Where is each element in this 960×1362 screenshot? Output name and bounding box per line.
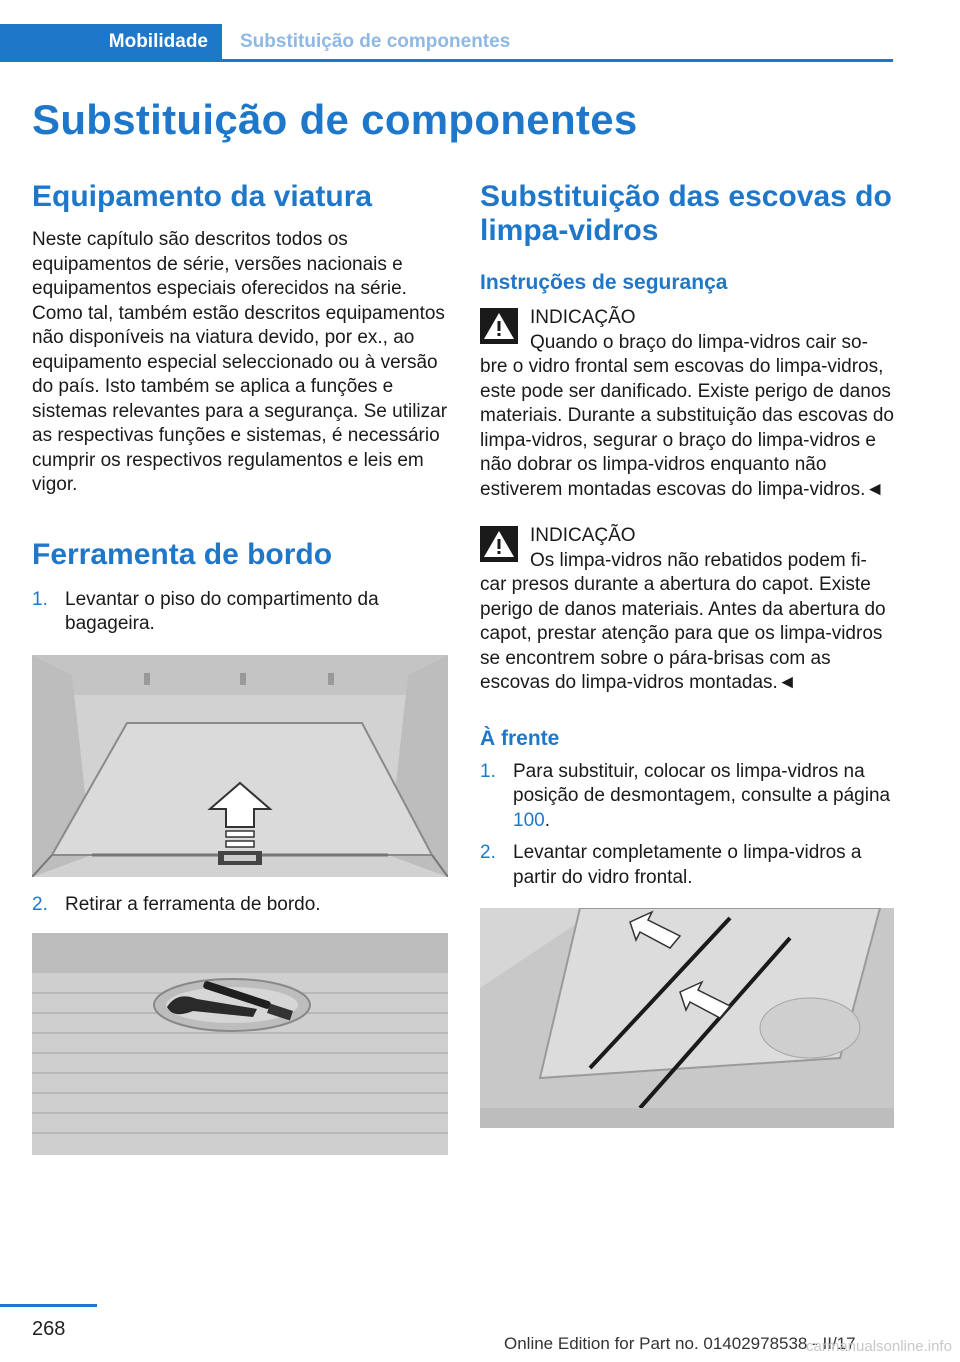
step-number: 2.	[32, 893, 48, 915]
edition-text: Online Edition for Part no. 01402978538 - II/17	[504, 1334, 856, 1353]
figure-windscreen-wipers	[480, 908, 894, 1128]
warning-triangle-icon	[480, 526, 518, 562]
warning-label: INDICAÇÃO	[530, 307, 636, 328]
page-title: Substituição de componentes	[32, 96, 638, 143]
left-column	[32, 180, 448, 1155]
safety-title: Instruções de segurança	[480, 271, 728, 294]
step-text: Para substituir, colocar os limpa-vidros na posição de desmontagem, consulte a página	[513, 760, 891, 806]
page-number: 268	[32, 1318, 66, 1340]
header-tab-bar	[0, 24, 893, 62]
tab-substituicao[interactable]: Substituição de componentes	[240, 30, 511, 52]
step-text: Retirar a ferramenta de bordo.	[65, 893, 321, 915]
step-text: Levantar o piso do compartimento da bagageira.	[65, 588, 379, 634]
section-toolkit-title: Ferramenta de bordo	[32, 537, 333, 571]
toolkit-step-2	[32, 893, 448, 918]
page-reference-link[interactable]: 100	[513, 809, 545, 831]
section-wiper-title: Substituição das escovas do limpa-vidros	[480, 180, 892, 247]
warning-text: bre o vidro frontal sem escovas do limpa-vidros, este pode ser danificado. Existe perigo de danos materiais. Durante a substituição das escovas do limpa-vidros, segurar o braço do limpa-vidros e não dobrar os limpa-vidros enquanto não estiverem montadas escovas do limpa-vidros.◄	[480, 356, 894, 500]
section-equipment-title: Equipamento da viatura	[32, 180, 373, 213]
header-rule	[0, 59, 893, 62]
right-column	[480, 180, 896, 1128]
step-number: 1.	[32, 588, 48, 610]
toolkit-steps	[32, 588, 448, 637]
toolkit-step-1	[32, 588, 448, 637]
warning-first-line: Quando o braço do limpa-vidros cair so-	[530, 331, 868, 353]
footer-rule	[0, 1304, 97, 1307]
figure-trunk-floor	[32, 655, 448, 877]
warning-text: car presos durante a abertura do capot. Existe perigo de danos materiais. Antes da abertura do capot, prestar atenção para que os limpa-vidros se encontrem sobre o pára-brisas com as escovas do limpa-vidros montadas.◄	[480, 574, 886, 693]
section-equipment-text: Neste capítulo são descritos todos os equipamentos de série, versões nacionais e equipamentos especiais oferecidos na série. Como tal, também estão descritos equipamentos não disponíveis na viatura devido, por ex., ao equipamento especial seleccionado ou à versão do país. Isto também se aplica a funções e sistemas relevantes para a segurança. Se utilizar as respectivas funções e sistemas, é necessário cumprir os respectivos regulamentos e leis em vigor.	[32, 229, 448, 495]
wiper-step-2	[480, 841, 896, 890]
warning-notice-1	[480, 306, 896, 502]
step-text-end: .	[544, 809, 550, 831]
front-title: À frente	[480, 726, 560, 750]
watermark: carmanualsonline.info	[806, 1338, 952, 1355]
wiper-steps	[480, 760, 896, 891]
warning-first-line: Os limpa-vidros não rebatidos podem fi-	[530, 549, 867, 571]
step-text: Levantar completamente o limpa-vidros a partir do vidro frontal.	[513, 842, 862, 888]
warning-triangle-icon	[480, 308, 518, 344]
wiper-step-1	[480, 760, 896, 834]
warning-notice-2	[480, 524, 896, 696]
toolkit-steps-cont	[32, 893, 448, 918]
tab-mobilidade[interactable]: Mobilidade	[0, 24, 222, 59]
step-number: 2.	[480, 842, 496, 863]
step-number: 1.	[480, 760, 496, 782]
warning-label: INDICAÇÃO	[530, 525, 636, 546]
figure-toolkit	[32, 933, 448, 1155]
